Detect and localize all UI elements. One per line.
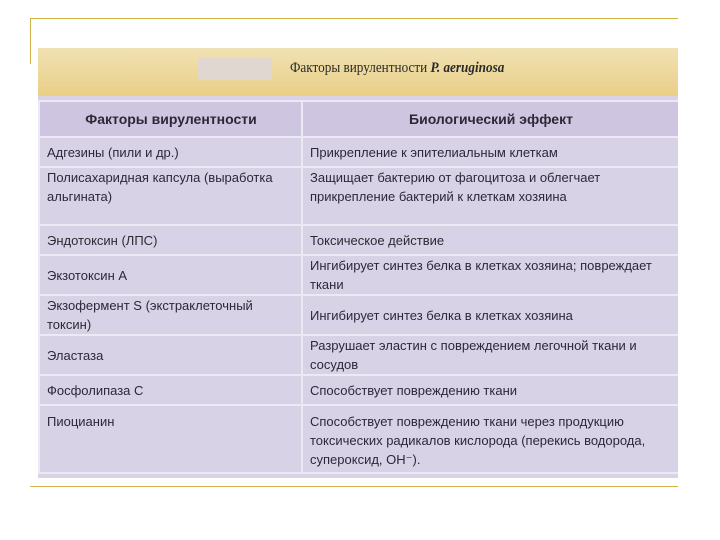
table-header-row bbox=[39, 101, 678, 137]
table-row bbox=[39, 335, 678, 375]
effect-cell: Токсическое действие bbox=[302, 225, 678, 255]
effect-cell: Ингибирует синтез белка в клетках хозяина; повреждает ткани bbox=[302, 255, 678, 295]
effect-cell: Защищает бактерию от фагоцитоза и облегчает прикрепление бактерий к клеткам хозяина bbox=[302, 167, 678, 225]
effect-cell: Способствует повреждению ткани через продукцию токсических радикалов кислорода (перекись водорода, супероксид, OH⁻). bbox=[302, 405, 678, 473]
table-row bbox=[39, 225, 678, 255]
factor-cell: Фосфолипаза С bbox=[39, 375, 302, 405]
table-row bbox=[39, 137, 678, 167]
factor-cell: Полисахаридная капсула (выработка альгината) bbox=[39, 167, 302, 225]
factor-cell: Эластаза bbox=[39, 335, 302, 375]
title-prefix: Факторы вирулентности bbox=[290, 60, 431, 76]
factor-cell: Пиоцианин bbox=[39, 405, 302, 473]
table-row bbox=[39, 405, 678, 473]
effect-cell: Способствует повреждению ткани bbox=[302, 375, 678, 405]
effect-cell: Разрушает эластин с повреждением легочной ткани и сосудов bbox=[302, 335, 678, 375]
title-redaction-blob bbox=[198, 58, 272, 80]
effect-cell: Ингибирует синтез белка в клетках хозяина bbox=[302, 295, 678, 335]
title-organism: P. aeruginosa bbox=[430, 60, 505, 76]
header-effect: Биологический эффект bbox=[302, 101, 678, 137]
factor-cell: Экзотоксин А bbox=[39, 255, 302, 295]
slide-frame-bottom-line bbox=[30, 486, 678, 487]
table-row bbox=[39, 295, 678, 335]
table-row bbox=[39, 255, 678, 295]
factor-cell: Экзофермент S (экстраклеточный токсин) bbox=[39, 295, 302, 335]
header-factors: Факторы вирулентности bbox=[39, 101, 302, 137]
slide-frame-top-line bbox=[30, 18, 678, 19]
slide-frame-left-line bbox=[30, 18, 31, 64]
table-row bbox=[39, 167, 678, 225]
table-title bbox=[290, 60, 504, 77]
title-band bbox=[38, 48, 678, 96]
virulence-table-image bbox=[38, 48, 678, 478]
factor-cell: Эндотоксин (ЛПС) bbox=[39, 225, 302, 255]
table-row bbox=[39, 375, 678, 405]
virulence-factors-table bbox=[38, 100, 678, 474]
effect-cell: Прикрепление к эпителиальным клеткам bbox=[302, 137, 678, 167]
factor-cell: Адгезины (пили и др.) bbox=[39, 137, 302, 167]
